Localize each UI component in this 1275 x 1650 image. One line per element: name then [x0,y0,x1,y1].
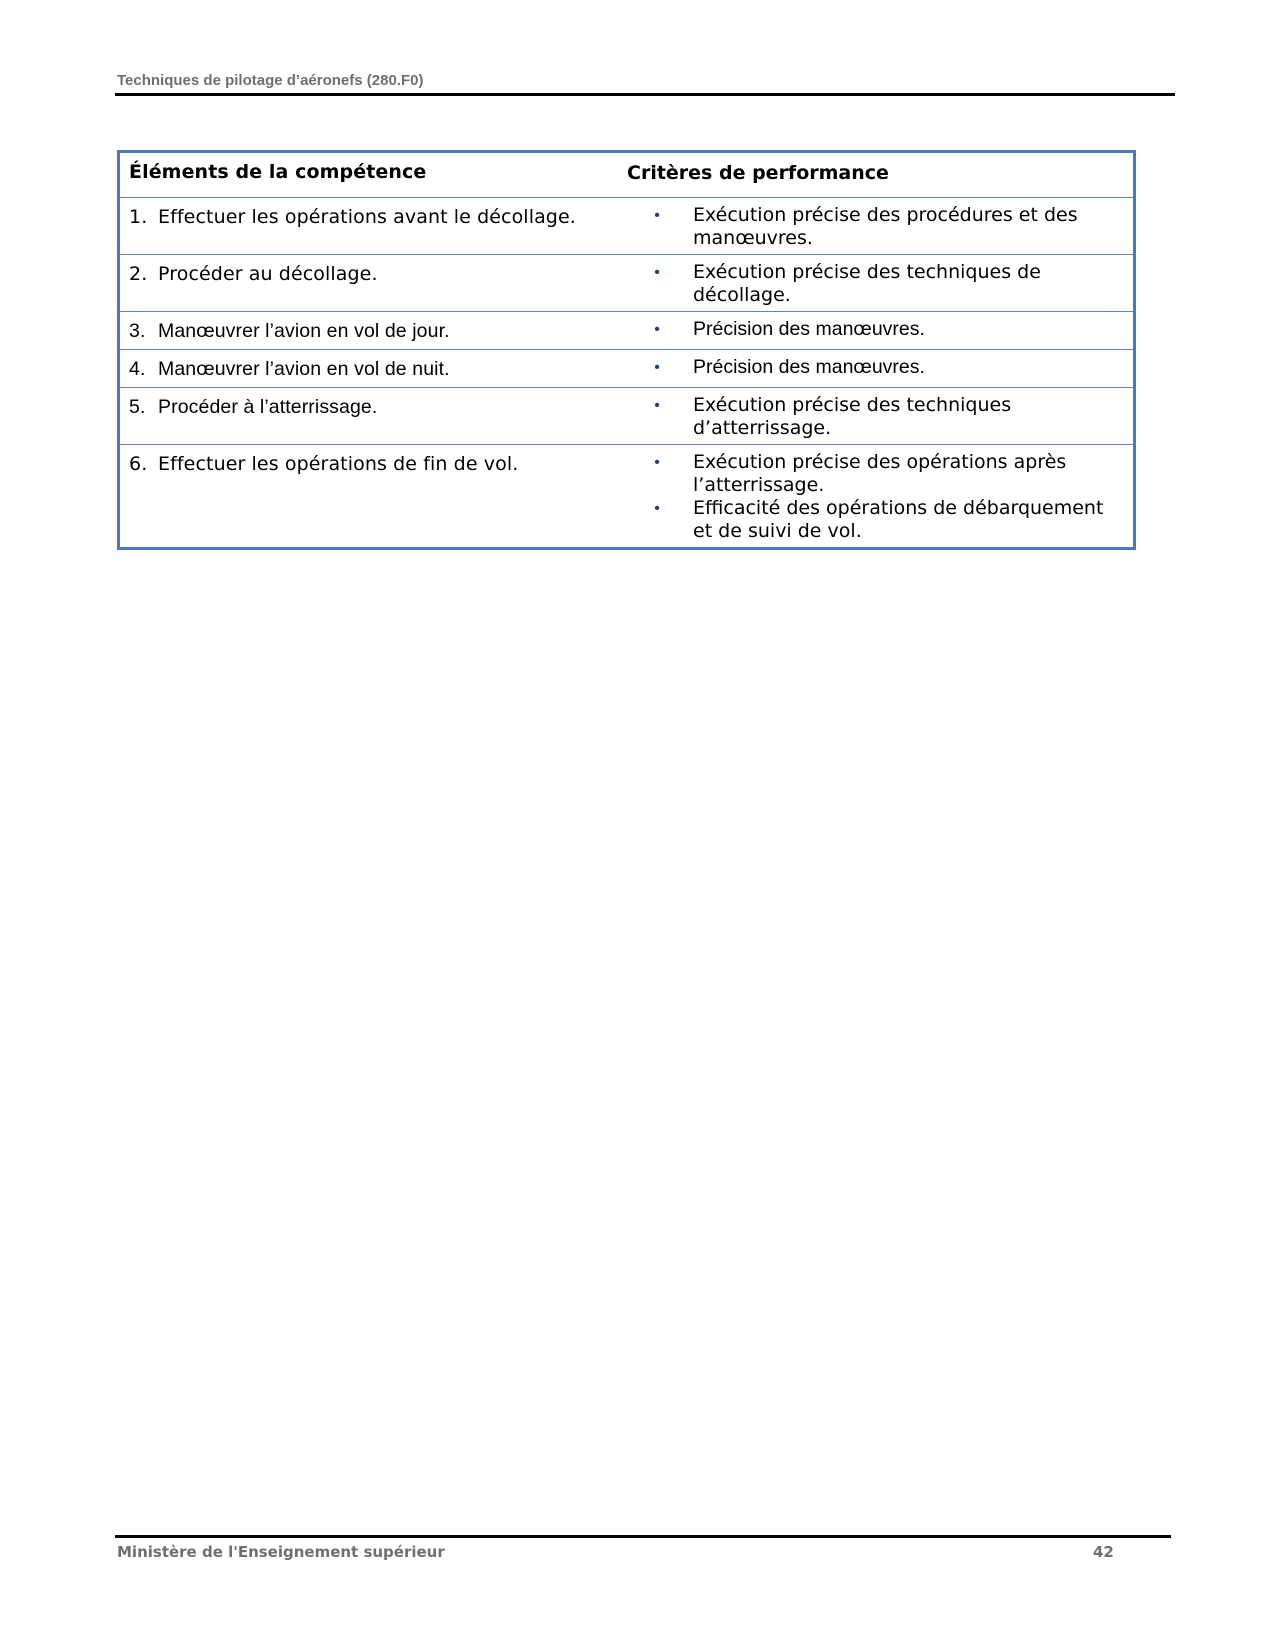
element-text: Manœuvrer l’avion en vol de nuit. [158,358,450,380]
competence-table [117,150,1136,550]
element-number: 4. [129,358,146,380]
bullet-icon: • [654,264,660,281]
column-header-elements: Éléments de la compétence [129,161,427,183]
criterion-item [627,394,1133,440]
table-row [120,444,1133,547]
element-number: 5. [129,396,146,418]
criterion-item [627,318,1133,341]
element-text: Procéder à l’atterrissage. [158,396,378,418]
element-cell [120,445,627,547]
page-number: 42 [1093,1543,1114,1561]
page-header-title: Techniques de pilotage d’aéronefs (280.F0) [117,72,424,89]
element-cell [120,388,627,444]
criteria-cell [627,255,1133,311]
criterion-text: Exécution précise des opérations après l’atterrissage. [693,451,1067,496]
table-row [120,349,1133,387]
bullet-icon: • [654,454,660,471]
element-number: 6. [129,453,148,475]
criteria-cell [627,445,1133,547]
criterion-text: Efficacité des opérations de débarquement et de suivi de vol. [693,497,1104,542]
element-text: Manœuvrer l’avion en vol de jour. [158,320,450,342]
element-text: Procéder au décollage. [158,263,378,285]
bullet-icon: • [654,321,660,338]
bullet-icon: • [654,500,660,517]
element-number: 3. [129,320,146,342]
element-cell [120,350,627,387]
table-row [120,311,1133,349]
table-row [120,197,1133,254]
bullet-icon: • [654,359,660,376]
criterion-text: Exécution précise des procédures et des manœuvres. [693,204,1078,249]
table-header-row [120,153,1133,197]
bullet-icon: • [654,207,660,224]
element-text: Effectuer les opérations de fin de vol. [158,453,519,475]
criterion-text: Exécution précise des techniques de décollage. [693,261,1041,306]
criterion-text: Précision des manœuvres. [693,356,925,378]
element-cell [120,255,627,311]
column-header-criteria: Critères de performance [627,162,889,184]
criteria-cell [627,312,1133,349]
table-row [120,387,1133,444]
table-row [120,254,1133,311]
criteria-cell [627,388,1133,444]
criteria-cell [627,350,1133,387]
header-divider [115,93,1175,96]
criterion-text: Exécution précise des techniques d’atterrissage. [693,394,1012,439]
element-text: Effectuer les opérations avant le décollage. [158,206,576,228]
criterion-item [627,261,1133,307]
criterion-item [627,451,1133,497]
criterion-item [627,356,1133,379]
criterion-item [627,497,1133,543]
criterion-item [627,204,1133,250]
bullet-icon: • [654,397,660,414]
element-number: 1. [129,206,148,228]
element-number: 2. [129,263,148,285]
element-cell [120,198,627,254]
criteria-cell [627,198,1133,254]
criterion-text: Précision des manœuvres. [693,318,925,340]
footer-divider [115,1535,1171,1538]
footer-ministry: Ministère de l'Enseignement supérieur [117,1543,445,1561]
element-cell [120,312,627,349]
